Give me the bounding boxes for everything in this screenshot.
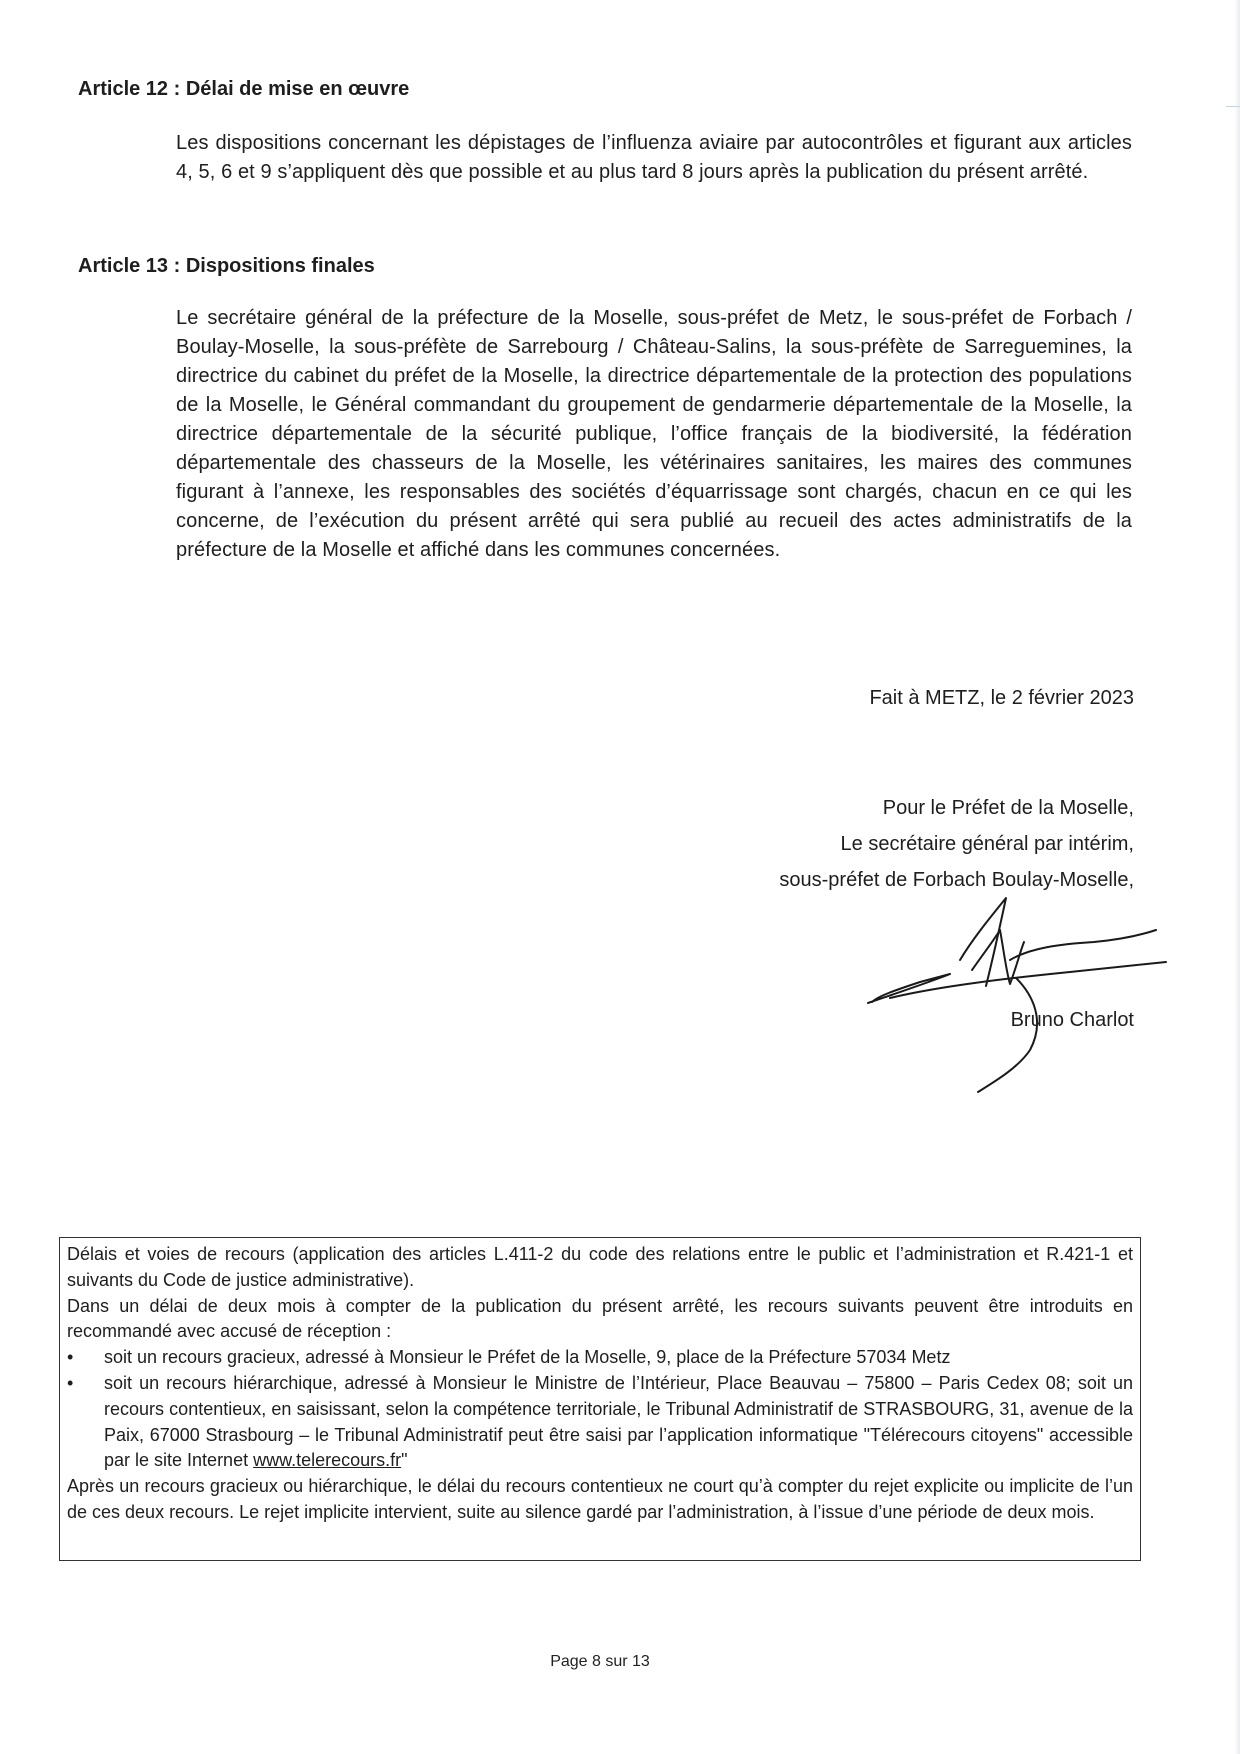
recours-delay: Dans un délai de deux mois à compter de la publication du présent arrêté, les recours suivants peuvent être introduits en recommandé avec accusé de réception : xyxy=(67,1295,1133,1342)
handwritten-signature xyxy=(860,890,1180,1090)
signatory-line-3: sous-préfet de Forbach Boulay-Moselle, xyxy=(779,869,1134,891)
recours-list xyxy=(67,1345,1133,1474)
recours-item-hierarchique-text: soit un recours hiérarchique, adressé à Monsieur le Ministre de l’Intérieur, Place Beauvau – 75800 – Paris Cedex 08; soit un recours contentieux, en saisissant, selon la compétence territoriale, le Tribunal Administratif de STRASBOURG, 31, avenue de la Paix, 67000 Strasbourg – le Tribunal Administratif peut être saisi par l’application informatique "Télérecours citoyens" accessible par le site Internet xyxy=(104,1372,1133,1471)
recours-box xyxy=(59,1237,1141,1561)
article-12-heading: Article 12 : Délai de mise en œuvre xyxy=(78,78,410,100)
recours-item-gracieux-text: soit un recours gracieux, adressé à Monsieur le Préfet de la Moselle, 9, place de la Préfecture 57034 Metz xyxy=(104,1347,951,1368)
signatory-line-2: Le secrétaire général par intérim, xyxy=(840,833,1134,855)
place-date: Fait à METZ, le 2 février 2023 xyxy=(869,687,1134,709)
signatory-name: Bruno Charlot xyxy=(1010,1009,1134,1031)
page-number: Page 8 sur 13 xyxy=(550,1653,650,1670)
recours-closing: Après un recours gracieux ou hiérarchique, le délai du recours contentieux ne court qu’à compter du rejet explicite ou implicite de l’un de ces deux recours. Le rejet implicite intervient, suite au silence gardé par l’administration, à l’issue d’une période de deux mois. xyxy=(67,1476,1133,1522)
recours-intro: Délais et voies de recours (application des articles L.411-2 du code des relations entre le public et l’administration et R.421-1 et suivants du Code de justice administrative). xyxy=(67,1244,1133,1290)
recours-item-gracieux xyxy=(67,1345,1133,1371)
recours-item-hierarchique-end: " xyxy=(401,1450,408,1471)
article-12-body: Les dispositions concernant les dépistages de l’influenza aviaire par autocontrôles et figurant aux articles 4, 5, 6 et 9 s’appliquent dès que possible et au plus tard 8 jours après la publication du présent arrêté. xyxy=(176,132,1132,183)
bullet-icon: • xyxy=(67,1372,74,1393)
recours-item-hierarchique xyxy=(67,1371,1133,1474)
telerecours-link[interactable]: www.telerecours.fr xyxy=(253,1450,402,1471)
page-edge-mark xyxy=(1226,106,1240,107)
article-13-heading: Article 13 : Dispositions finales xyxy=(78,255,375,277)
article-13-body: Le secrétaire général de la préfecture de la Moselle, sous-préfet de Metz, le sous-préfet de Forbach / Boulay-Moselle, la sous-préfète de Sarrebourg / Château-Salins, la sous-préfète de Sarreguemines, la directrice du cabinet du préfet de la Moselle, la directrice départementale de la protection des populations de la Moselle, le Général commandant du groupement de gendarmerie départementale de la Moselle, la directrice départementale de la sécurité publique, l’office français de la biodiversité, la fédération départementale des chasseurs de la Moselle, les vétérinaires sanitaires, les maires des communes figurant à l’annexe, les responsables des sociétés d’équarrissage sont chargés, chacun en ce qui les concerne, de l’exécution du présent arrêté qui sera publié au recueil des actes administratifs de la préfecture de la Moselle et affiché dans les communes concernées. xyxy=(176,307,1132,561)
bullet-icon: • xyxy=(67,1347,74,1368)
signatory-line-1: Pour le Préfet de la Moselle, xyxy=(882,797,1134,819)
page-edge xyxy=(1234,0,1240,1754)
